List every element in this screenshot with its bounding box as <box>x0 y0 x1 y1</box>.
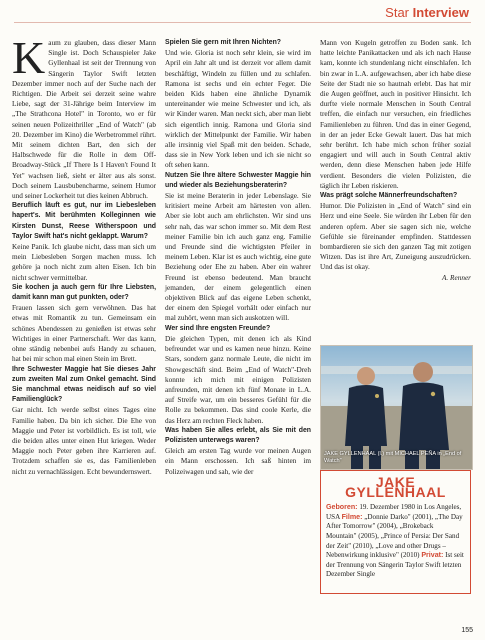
born-label: Geboren: <box>326 503 358 512</box>
question: Was haben Sie alles erlebt, als Sie mit den Polizisten unterwegs waren? <box>165 426 311 444</box>
answer: Mann von Kugeln getroffen zu Boden sank. Ich hatte leichte Panikattacken und als ich nach Hause kam, konnte ich stundenlang nicht einschlafen. Ich bin zwar in L.A. aufgewachsen, aber ich habe diese Seite der Stadt nie so hautnah erlebt. Das hat mir die Augen geöffnet, auch in positiver Hinsicht. Ich durfte viele normale Menschen in South Central treffen, die einfach nur versuchen, ein friedliches Familienleben zu führen. Und das in einer Gegend, in der an jeder Ecke Gewalt lauert. Das hat mich sehr berührt. Ich habe mich schon früher sozial engagiert und will auch in South Central aktiv werden, denn diese Menschen haben jede Hilfe verdient. Besonders die vielen Polizisten, die täglich ihr Leben riskieren. <box>320 39 471 190</box>
answer: Gar nicht. Ich werde selbst eines Tages eine Familie haben. Da bin ich sicher. Die Ehe von Maggie und Peter ist vorbildlich. Es ist toll, wie die beiden alles unter einen Hut kriegen. Weder Maggie noch Peter geben ihre Karrieren auf. Trotzdem schaffen sie es, das Familienleben nicht zu vernachlässigen. Echt bewundernswert. <box>12 406 156 476</box>
films-label: Filme: <box>341 512 363 521</box>
private-value: Ist seit der Trennung von Sängerin Taylor Swift letzten Dezember Single <box>326 551 464 579</box>
profile-name: JAKE GYLLENHAAL <box>345 474 446 500</box>
answer-text: Humor. Die Polizisten in „End of Watch" sind ein Herz und eine Seele. Sie würden ihr Leben für den anderen opfern. Aber sie sagen sich nie, welche Gefühle sie füreinander empfinden. Stattdessen bombardieren sie sich den ganzen Tag mit zotigen Witzen. Das ist ihre Art, Zuneigung auszudrücken. Und das ist okay. <box>320 202 471 272</box>
section-label: Star <box>385 5 410 20</box>
answer: Die gleichen Typen, mit denen ich als Kind befreundet war und es kamen neue hinzu. Keine Stars, sondern ganz normale Leute, die nicht im Showgeschäft sind. Beim „End of Watch"-Dreh konnte ich mich mit einigen Polizisten anfreunden, mit denen ich fünf Monate in L.A. auf Streife war, um ein besseres Gefühl für die Rolle zu bekommen. Das sind coole Kerle, die das Herz am rechten Fleck haben. <box>165 334 311 425</box>
intro-paragraph <box>12 32 156 201</box>
answer: Gleich am ersten Tag wurde vor meinen Augen ein Mann erschossen. Ich saß hinten im Polizeiwagen und sah, wie der <box>165 447 311 476</box>
private-label: Privat: <box>421 551 444 560</box>
photo-caption: JAKE GYLLENHAAL (l.) mit MICHAEL PEÑA in „End of Watch" <box>324 451 462 464</box>
question: Nutzen Sie Ihre ältere Schwester Maggie hin und wieder als Beziehungsberaterin? <box>165 171 311 189</box>
section-title: Interview <box>412 5 469 20</box>
answer: Sie ist meine Beraterin in jeder Lebenslage. Sie kritisiert meine Arbeit am härtesten von allen. Aber sie lobt auch am ehrlichsten. Wir sind uns sehr nah, das war schon immer so. Mit dem Rest meiner Familie bin ich auch ganz eng. Familie und Freunde sind die wichtigsten Pfeiler in meinem Leben. Klar ist es auch wichtig, eine gute Beziehung oder Ehe zu haben. Aber ein wahrer Freund ist ebenso bedeutend. Man braucht jemanden, der einem gelegentlich einen objektiven Blick auf das eigene Leben schenkt, der einem den Spiegel vorhält oder einfach nur mal zuhört, wenn man sich auskotzen will. <box>165 192 311 323</box>
answer: Und wie. Gloria ist noch sehr klein, sie wird im April ein Jahr alt und ist derzeit vor allem damit beschäftigt, Windeln zu füllen und zu schlafen. Ramona ist sechs und ein echter Feger. Die beiden Kids haben eine ähnliche Dynamik untereinander wie meine Schwester und ich, als wir Kinder waren. Man neckt sich, aber man liebt sich eigentlich innig. Ramona und Gloria sind wirklich der Mittelpunkt der Familie. Wir haben alle irrsinnig viel Spaß mit den beiden. Schade, dass sie in New York leben und ich sie nicht so oft sehen kann. <box>165 49 311 170</box>
page-number: 155 <box>461 627 473 634</box>
question: Sie kochen ja auch gern für Ihre Liebsten, damit kann man gut punkten, oder? <box>12 283 156 302</box>
header-rule <box>14 22 471 23</box>
question: Spielen Sie gern mit Ihren Nichten? <box>165 39 282 46</box>
drop-cap: K <box>12 32 46 83</box>
author-signature: A. Renner <box>442 273 471 282</box>
question: Beruflich läuft es gut, nur im Liebesleben hapert's. Mit berühmten Kolleginnen wie Kirsten Dunst, Reese Witherspoon und Taylor Swift hat's nicht geklappt. Warum? <box>12 202 156 240</box>
answer: Frauen lassen sich gern verwöhnen. Das hat etwas mit Romantik zu tun. Gemeinsam ein schönes Abendessen zu genießen ist etwas sehr Wichtiges in einer Partnerschaft. Wer das kann, ohne ständig nebenbei aufs Handy zu schauen, hat bei mir schon mal einen Stein im Brett. <box>12 304 156 364</box>
article-column-1 <box>12 32 156 477</box>
article-column-2 <box>165 38 311 477</box>
films-value: „Donnie Darko" (2001), „The Day After Tomorrow" (2004), „Brokeback Mountain" (2005), „Prince of Persia: Der Sand der Zeit" (2010), „Love and other Drugs – Nebenwirkung inklusive" (2010) <box>326 512 463 560</box>
intro-text: aum zu glauben, dass dieser Mann Single ist. Doch Schauspieler Jake Gyllenhaal ist seit der Trennung von Sängerin Taylor Swift letzten Dezember immer noch auf der Suche nach der Richtigen. Die Arbeit sei derzeit seine wahre Liebe, sagt der 31-Jährige beim Interview im „The Strathcona Hotel" in Toronto, wo er für seinen neuen Polizeithriller „End of Watch" (ab 20. Dezember im Kino) die Werbetrommel rührt. Mit seinem dichten Bart, den sich der Halbschwede für die Rolle in dem Off-Broadway-Stück „If There Is I Haven't Found It Yet" wachsen ließ, sieht er älter aus als sonst. Doch seinem Lausbubencharme, seinem Humor und seiner Lockerheit tut dies keinen Abbruch. <box>12 39 156 201</box>
question: Ihre Schwester Maggie hat Sie dieses Jahr zum zweiten Mal zum Onkel gemacht. Sind Sie manchmal etwas neidisch auf so viel Familienglück? <box>12 365 156 404</box>
question: Was prägt solche Männerfreundschaften? <box>320 192 458 200</box>
born-value: 19. Dezember 1980 in Los Angeles, USA <box>326 503 462 521</box>
answer <box>320 201 471 283</box>
question: Wer sind Ihre engsten Freunde? <box>165 324 271 332</box>
article-column-3 <box>320 38 471 283</box>
movie-still-photo <box>320 345 473 470</box>
profile-infobox <box>320 470 471 594</box>
section-header <box>385 5 469 20</box>
answer: Keine Panik. Ich glaube nicht, dass man sich um mein Liebesleben Sorgen machen muss. Ich gehöre ja noch nicht zum alten Eisen. Ich bin nicht schwer vermittelbar. <box>12 243 156 282</box>
